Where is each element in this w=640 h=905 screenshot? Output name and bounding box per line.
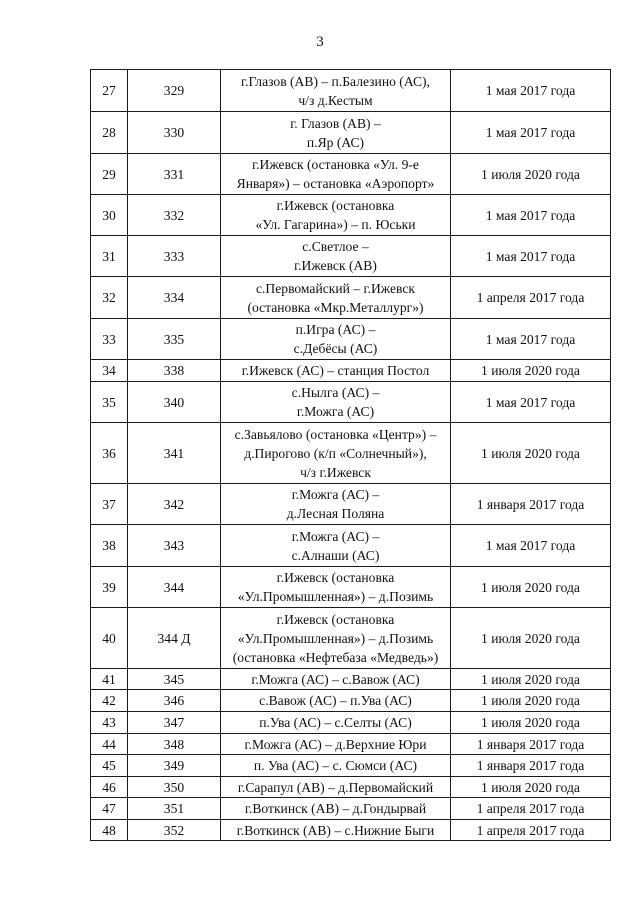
row-number: 44 <box>91 734 128 755</box>
start-date: 1 июля 2020 года <box>451 669 611 690</box>
route-description: г.Воткинск (АВ) – с.Нижние Быги <box>221 820 451 841</box>
table-row <box>91 608 611 669</box>
row-number: 41 <box>91 669 128 690</box>
table-row <box>91 669 611 690</box>
row-number: 45 <box>91 755 128 777</box>
table-row <box>91 112 611 154</box>
route-code: 332 <box>128 195 221 236</box>
route-description: п.Игра (АС) – с.Дебёсы (АС) <box>221 319 451 360</box>
table-row <box>91 798 611 820</box>
table-row <box>91 690 611 712</box>
start-date: 1 июля 2020 года <box>451 360 611 382</box>
route-code: 346 <box>128 690 221 712</box>
start-date: 1 мая 2017 года <box>451 112 611 154</box>
route-code: 351 <box>128 798 221 820</box>
route-description: г.Можга (АС) – д.Верхние Юри <box>221 734 451 755</box>
route-code: 340 <box>128 382 221 423</box>
route-description: г.Можга (АС) – с.Вавож (АС) <box>221 669 451 690</box>
route-code: 343 <box>128 525 221 567</box>
route-code: 329 <box>128 70 221 112</box>
table-row <box>91 712 611 734</box>
start-date: 1 апреля 2017 года <box>451 820 611 841</box>
route-description: г.Ижевск (АС) – станция Постол <box>221 360 451 382</box>
table-row <box>91 734 611 755</box>
route-description: г.Воткинск (АВ) – д.Гондырвай <box>221 798 451 820</box>
row-number: 48 <box>91 820 128 841</box>
start-date: 1 июля 2020 года <box>451 777 611 798</box>
table-row <box>91 277 611 319</box>
route-code: 338 <box>128 360 221 382</box>
table-row <box>91 484 611 525</box>
row-number: 43 <box>91 712 128 734</box>
row-number: 40 <box>91 608 128 669</box>
start-date: 1 мая 2017 года <box>451 195 611 236</box>
row-number: 32 <box>91 277 128 319</box>
start-date: 1 мая 2017 года <box>451 525 611 567</box>
route-description: п. Ува (АС) – с. Сюмси (АС) <box>221 755 451 777</box>
row-number: 27 <box>91 70 128 112</box>
route-code: 342 <box>128 484 221 525</box>
route-code: 352 <box>128 820 221 841</box>
route-description: с.Нылга (АС) – г.Можга (АС) <box>221 382 451 423</box>
row-number: 38 <box>91 525 128 567</box>
route-code: 334 <box>128 277 221 319</box>
row-number: 35 <box>91 382 128 423</box>
route-code: 333 <box>128 236 221 277</box>
route-code: 330 <box>128 112 221 154</box>
route-code: 341 <box>128 423 221 484</box>
table-row <box>91 360 611 382</box>
route-description: г.Ижевск (остановка «Ул. 9-е Января») – остановка «Аэропорт» <box>221 154 451 195</box>
table-row <box>91 525 611 567</box>
row-number: 42 <box>91 690 128 712</box>
route-description: с.Вавож (АС) – п.Ува (АС) <box>221 690 451 712</box>
start-date: 1 января 2017 года <box>451 734 611 755</box>
start-date: 1 апреля 2017 года <box>451 798 611 820</box>
row-number: 36 <box>91 423 128 484</box>
routes-table-body <box>91 70 611 841</box>
route-description: г. Глазов (АВ) – п.Яр (АС) <box>221 112 451 154</box>
row-number: 46 <box>91 777 128 798</box>
page-number: 3 <box>316 34 324 50</box>
row-number: 29 <box>91 154 128 195</box>
start-date: 1 января 2017 года <box>451 484 611 525</box>
start-date: 1 января 2017 года <box>451 755 611 777</box>
table-row <box>91 70 611 112</box>
row-number: 33 <box>91 319 128 360</box>
route-description: п.Ува (АС) – с.Селты (АС) <box>221 712 451 734</box>
route-description: г.Ижевск (остановка «Ул. Гагарина») – п. Юськи <box>221 195 451 236</box>
table-row <box>91 820 611 841</box>
route-code: 349 <box>128 755 221 777</box>
routes-table <box>90 69 611 841</box>
table-row <box>91 755 611 777</box>
route-description: с.Первомайский – г.Ижевск (остановка «Мкр.Металлург») <box>221 277 451 319</box>
route-code: 335 <box>128 319 221 360</box>
route-description: с.Светлое – г.Ижевск (АВ) <box>221 236 451 277</box>
route-code: 347 <box>128 712 221 734</box>
route-code: 331 <box>128 154 221 195</box>
start-date: 1 июля 2020 года <box>451 608 611 669</box>
start-date: 1 июля 2020 года <box>451 154 611 195</box>
route-description: г.Ижевск (остановка «Ул.Промышленная») – д.Позимь (остановка «Нефтебаза «Медведь») <box>221 608 451 669</box>
start-date: 1 июля 2020 года <box>451 567 611 608</box>
route-description: г.Можга (АС) – д.Лесная Поляна <box>221 484 451 525</box>
row-number: 39 <box>91 567 128 608</box>
route-code: 344 <box>128 567 221 608</box>
row-number: 31 <box>91 236 128 277</box>
route-code: 350 <box>128 777 221 798</box>
row-number: 34 <box>91 360 128 382</box>
table-row <box>91 195 611 236</box>
table-row <box>91 382 611 423</box>
route-code: 345 <box>128 669 221 690</box>
row-number: 28 <box>91 112 128 154</box>
row-number: 47 <box>91 798 128 820</box>
table-row <box>91 154 611 195</box>
table-row <box>91 236 611 277</box>
start-date: 1 мая 2017 года <box>451 382 611 423</box>
row-number: 30 <box>91 195 128 236</box>
start-date: 1 апреля 2017 года <box>451 277 611 319</box>
start-date: 1 мая 2017 года <box>451 236 611 277</box>
row-number: 37 <box>91 484 128 525</box>
start-date: 1 июля 2020 года <box>451 423 611 484</box>
route-description: г.Глазов (АВ) – п.Балезино (АС), ч/з д.Кестым <box>221 70 451 112</box>
route-description: с.Завьялово (остановка «Центр») – д.Пирогово (к/п «Солнечный»), ч/з г.Ижевск <box>221 423 451 484</box>
route-description: г.Ижевск (остановка «Ул.Промышленная») – д.Позимь <box>221 567 451 608</box>
table-row <box>91 567 611 608</box>
start-date: 1 мая 2017 года <box>451 70 611 112</box>
route-description: г.Сарапул (АВ) – д.Первомайский <box>221 777 451 798</box>
table-row <box>91 319 611 360</box>
start-date: 1 мая 2017 года <box>451 319 611 360</box>
table-row <box>91 777 611 798</box>
route-description: г.Можга (АС) – с.Алнаши (АС) <box>221 525 451 567</box>
start-date: 1 июля 2020 года <box>451 690 611 712</box>
start-date: 1 июля 2020 года <box>451 712 611 734</box>
route-code: 348 <box>128 734 221 755</box>
route-code: 344 Д <box>128 608 221 669</box>
table-row <box>91 423 611 484</box>
